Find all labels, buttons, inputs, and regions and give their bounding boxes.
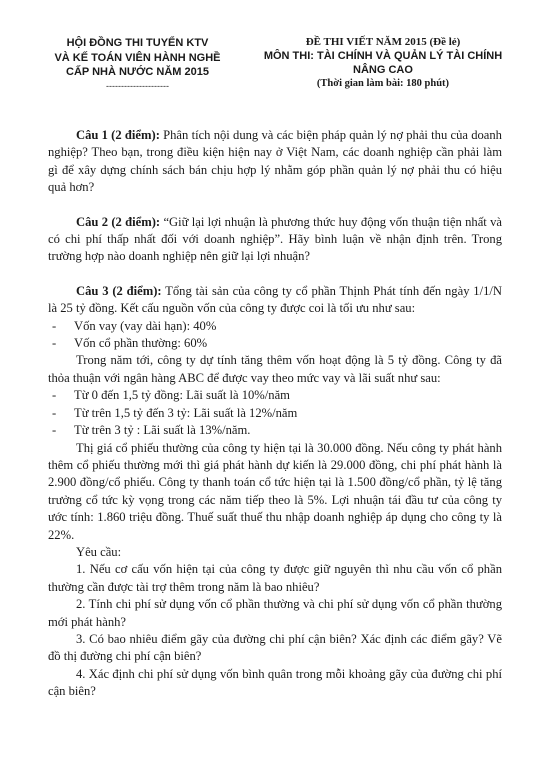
- stock-paragraph: Thị giá cổ phiếu thường của công ty hiện tại là 30.000 đồng. Nếu công ty phát hành thêm cổ phiếu thường mới thì giá phát hành dự kiến là 29.000 đồng, chi phí phát hành là 2.900 đồng/cổ phiếu. Công ty thanh toán cổ tức hiện tại là 1.500 đồng/cổ phần, tỷ lệ tăng trưởng cổ tức kỳ vọng trong các năm tiếp theo là 5%. Lợi nhuận tái đầu tư của công ty ước tính: 1.860 triệu đồng. Thuế suất thuế thu nhập doanh nghiệp áp dụng cho công ty là 22%.: [48, 440, 502, 542]
- capital-item-text: Vốn cổ phần thường: 60%: [74, 336, 208, 351]
- header-divider: ---------------------: [106, 80, 169, 91]
- rate-item-text: Từ 0 đến 1,5 tỷ đồng: Lãi suất là 10%/năm: [74, 388, 290, 403]
- capital-item-text: Vốn vay (vay dài hạn): 40%: [74, 318, 217, 333]
- requirement-item: 4. Xác định chi phí sử dụng vốn bình quân trong mỗi khoảng gãy của đường chi phí cận biên?: [48, 666, 502, 699]
- requirement-label: Yêu cầu:: [76, 544, 122, 559]
- subject-line-2: NÂNG CAO: [353, 63, 413, 76]
- rate-item: - Từ 0 đến 1,5 tỷ đồng: Lãi suất là 10%/năm: [48, 387, 502, 404]
- question-3-text: Tổng tài sản của công ty cổ phần Thịnh Phát tính đến ngày 1/1/N là 25 tỷ đồng. Kết cấu nguồn vốn của công ty được coi là tối ưu như sau:: [48, 283, 502, 316]
- rate-item-text: Từ trên 1,5 tỷ đến 3 tỷ: Lãi suất là 12%/năm: [74, 405, 298, 420]
- time-limit: (Thời gian làm bài: 180 phút): [316, 78, 450, 90]
- exam-body: [48, 127, 502, 701]
- rate-item: - Từ trên 1,5 tỷ đến 3 tỷ: Lãi suất là 12%/năm: [48, 405, 502, 422]
- question-1: [48, 127, 502, 197]
- question-3: [48, 283, 502, 318]
- council-heading: [40, 36, 235, 92]
- loan-paragraph: Trong năm tới, công ty dự tính tăng thêm vốn hoạt động là 5 tỷ đồng. Công ty đã thỏa thuận với ngân hàng ABC để được vay theo mức vay và lãi suất như sau:: [48, 353, 502, 385]
- question-2-label: Câu 2 (2 điểm):: [76, 214, 161, 229]
- capital-item: - Vốn vay (vay dài hạn): 40%: [48, 318, 502, 335]
- exam-title: ĐỀ THI VIẾT NĂM 2015 (Đề lẻ): [305, 36, 461, 48]
- requirement-item: 3. Có bao nhiêu điểm gãy của đường chi phí cận biên? Xác định các điểm gãy? Vẽ đồ thị đường chi phí cận biên?: [48, 631, 502, 664]
- capital-item: - Vốn cổ phần thường: 60%: [48, 335, 502, 352]
- council-line-1: HỘI ĐỒNG THI TUYỂN KTV: [66, 37, 209, 49]
- question-1-text: Phân tích nội dung và các biện pháp quản lý nợ phải thu của doanh nghiệp? Theo bạn, trong điều kiện hiện nay ở Việt Nam, các doanh nghiệp cần phải làm gì để xây dựng chính sách bán chịu hợp lý nhằm góp phần quản lý nợ phải thu có hiệu quả hơn?: [48, 128, 502, 195]
- requirement-item: 2. Tính chi phí sử dụng vốn cổ phần thường và chi phí sử dụng vốn cổ phần thường mới phát hành?: [48, 597, 502, 629]
- council-line-3: CẤP NHÀ NƯỚC NĂM 2015: [66, 66, 209, 78]
- question-1-label: Câu 1 (2 điểm):: [76, 128, 160, 142]
- question-2: [48, 214, 502, 266]
- council-line-2: VÀ KẾ TOÁN VIÊN HÀNH NGHỀ: [54, 51, 221, 64]
- rate-item: - Từ trên 3 tỷ : Lãi suất là 13%/năm.: [48, 422, 502, 439]
- question-3-label: Câu 3 (2 điểm):: [76, 283, 162, 298]
- exam-title-block: [238, 36, 528, 91]
- requirement-item: 1. Nếu cơ cấu vốn hiện tại của công ty được giữ nguyên thì nhu cầu vốn cổ phần thường cần được tài trợ thêm trong năm là bao nhiêu?: [48, 562, 502, 594]
- subject-line: MÔN THI: TÀI CHÍNH VÀ QUẢN LÝ TÀI CHÍNH: [263, 49, 503, 62]
- rate-item-text: Từ trên 3 tỷ : Lãi suất là 13%/năm.: [74, 423, 251, 438]
- exam-header: [0, 36, 549, 106]
- question-2-text: “Giữ lại lợi nhuận là phương thức huy động vốn thuận tiện nhất và có chi phí thấp nhất đối với doanh nghiệp”. Hãy bình luận về nhận định trên. Trong trường hợp nào doanh nghiệp nên giữ lại lợi nhuận?: [48, 214, 503, 264]
